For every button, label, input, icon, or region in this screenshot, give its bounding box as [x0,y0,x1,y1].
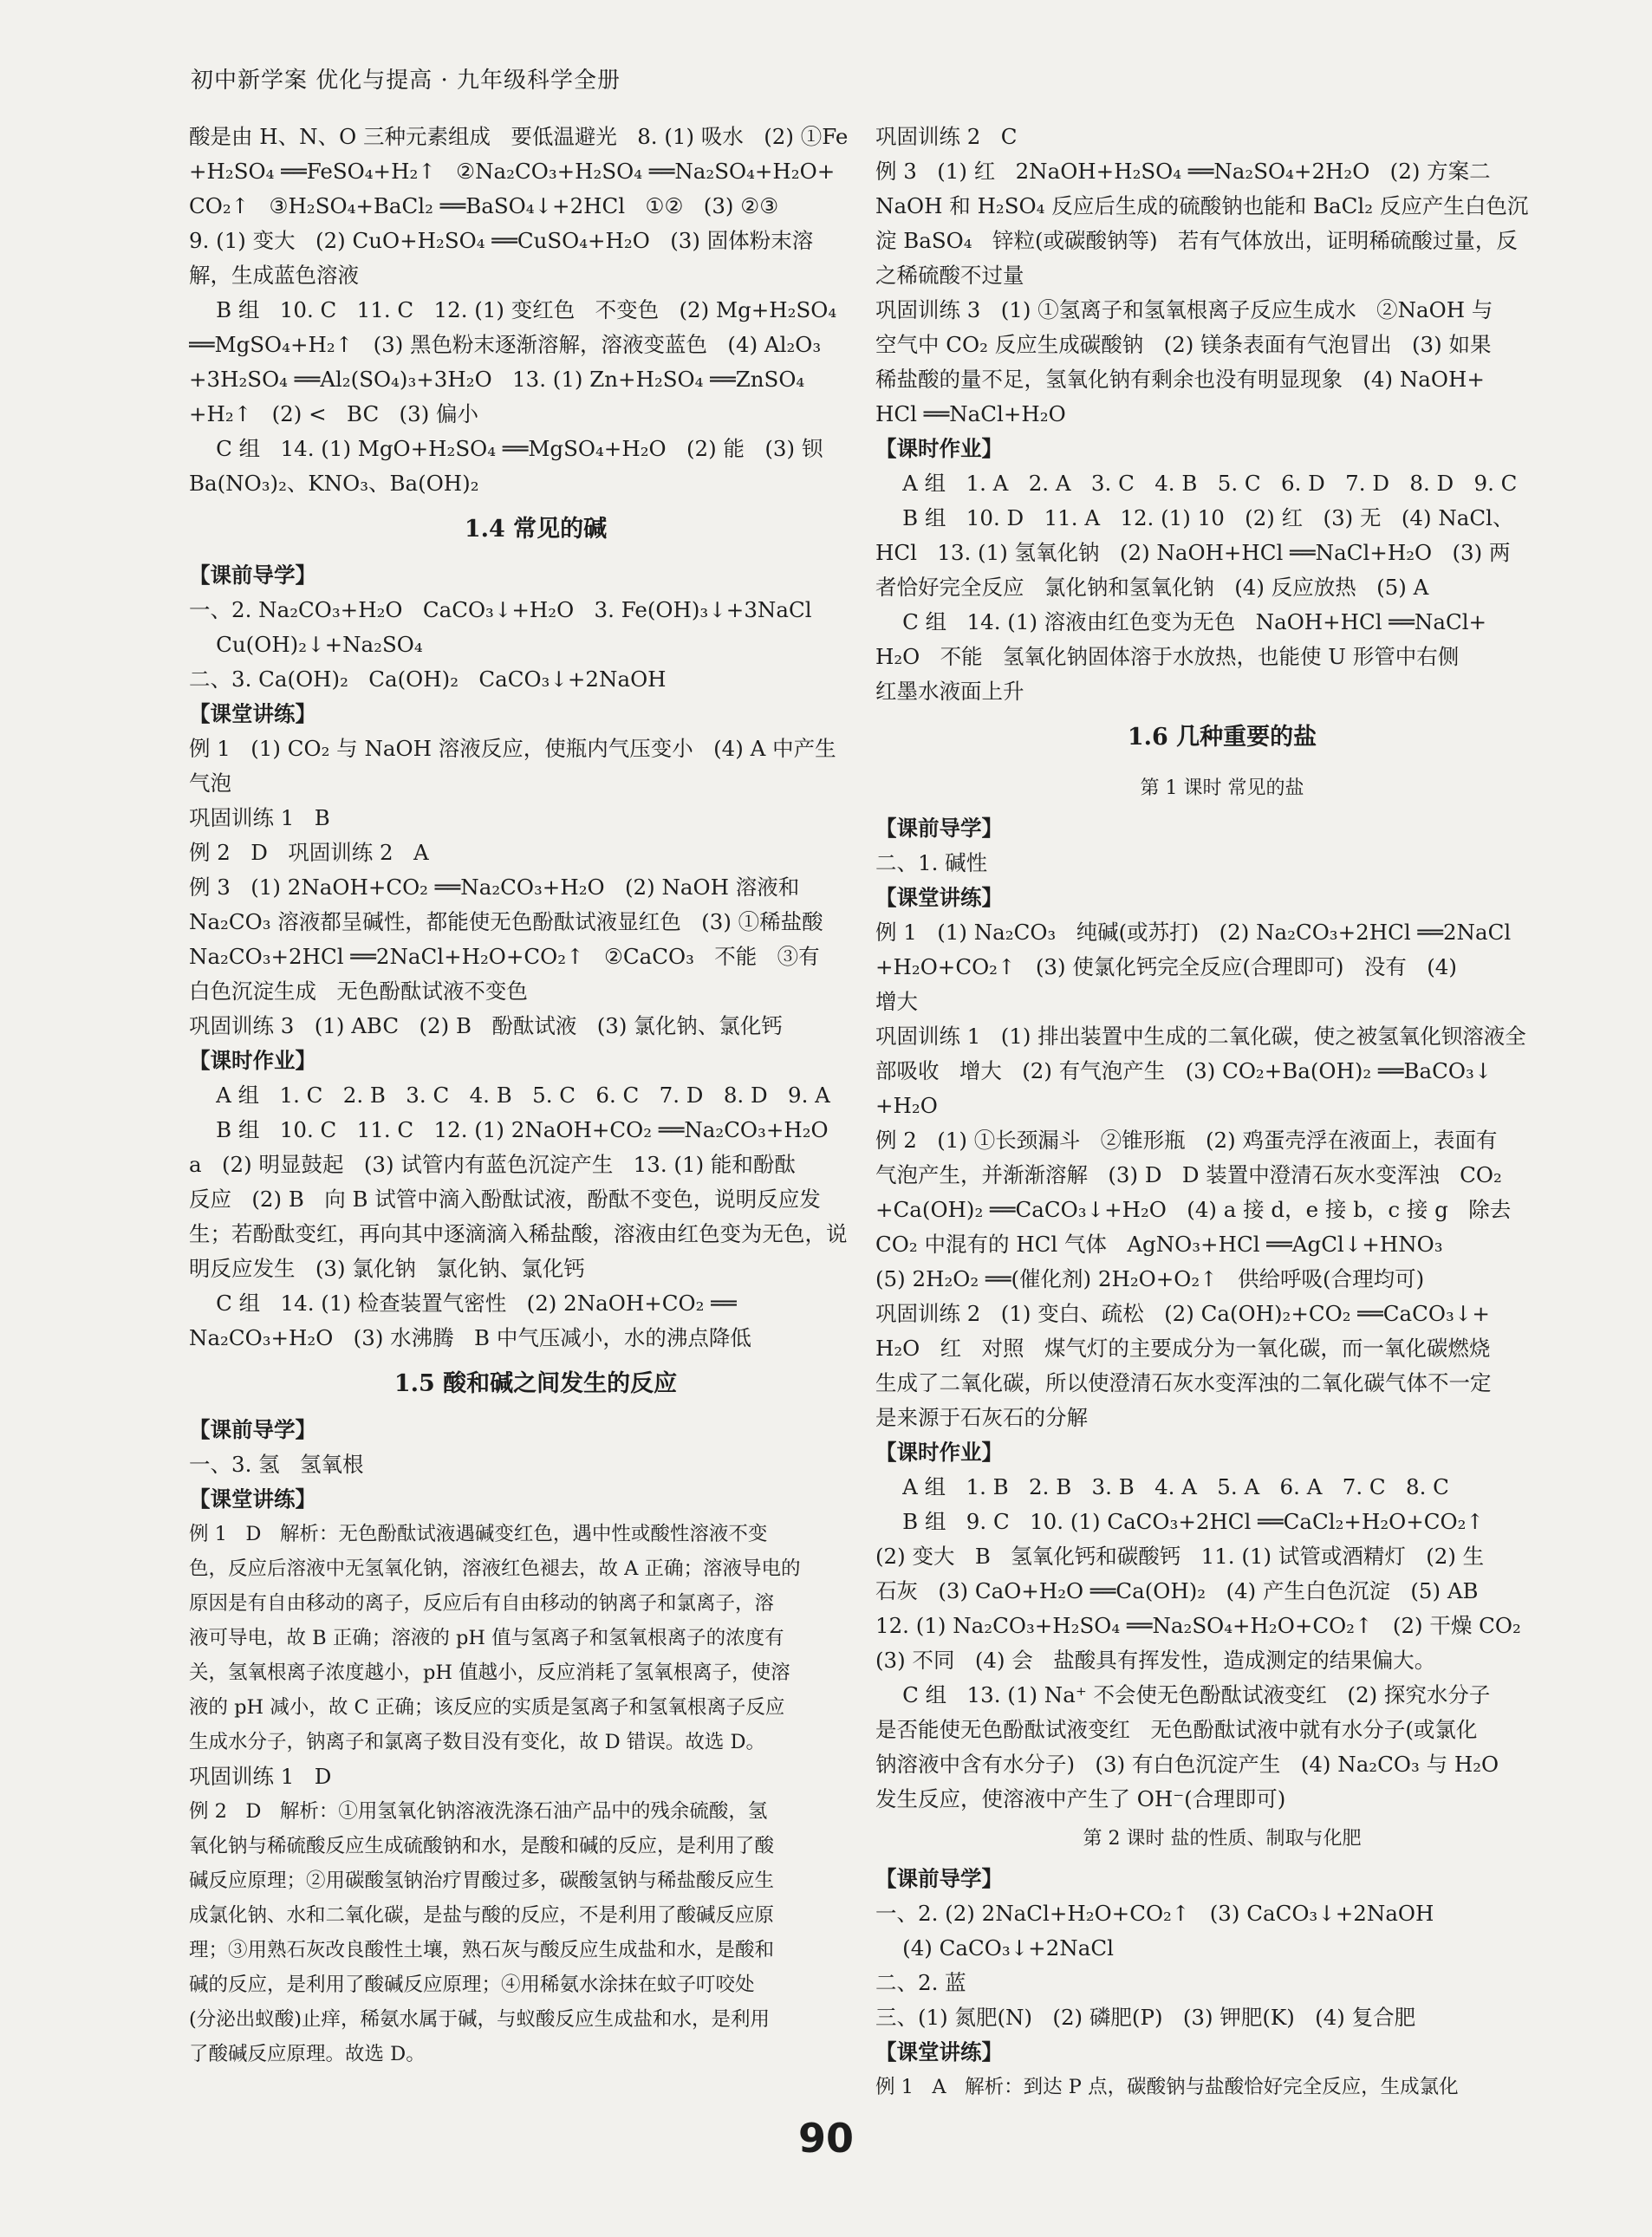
answer-line: Na₂CO₃+H₂O (3) 水沸腾 B 中气压减小，水的沸点降低 [189,1325,751,1350]
explanation-line: 碱的反应，是利用了酸碱反应原理；④用稀氨水涂抹在蚊子叮咬处 [189,1974,755,1996]
block-label: 【课时作业】 [189,1048,316,1073]
block-label: 【课时作业】 [875,436,1003,461]
running-header: 初中新学案 优化与提高 · 九年级科学全册 [191,68,621,94]
answer-line: a (2) 明显鼓起 (3) 试管内有蓝色沉淀产生 13. (1) 能和酚酞 [189,1152,796,1177]
answer-line: 二、2. 蓝 [875,1970,966,1995]
left-column [189,120,882,2071]
answer-line: 是来源于石灰石的分解 [875,1405,1088,1430]
answer-line: 例 3 (1) 2NaOH+CO₂ ══Na₂CO₃+H₂O (2) NaOH 溶液和 [189,875,800,900]
answer-line: +H₂O+CO₂↑ (3) 使氯化钙完全反应(合理即可) 没有 (4) [875,954,1457,979]
answer-line: CO₂↑ ③H₂SO₄+BaCl₂ ══BaSO₄↓+2HCl ①② (3) ②③ [189,193,779,218]
explanation-line: 生成水分子，钠离子和氯离子数目没有变化，故 D 错误。故选 D。 [189,1731,766,1753]
answer-line: 巩固训练 3 (1) ①氢离子和氢氧根离子反应生成水 ②NaOH 与 [875,297,1493,322]
answer-line: Na₂CO₃+2HCl ══2NaCl+H₂O+CO₂↑ ②CaCO₃ 不能 ③有 [189,944,820,969]
answer-line: 酸是由 H、N、O 三种元素组成 要低温避光 8. (1) 吸水 (2) ①Fe [189,124,849,149]
explanation-line: 了酸碱反应原理。故选 D。 [189,2043,426,2065]
answer-line: (2) 变大 B 氢氧化钙和碳酸钙 11. (1) 试管或酒精灯 (2) 生 [875,1544,1485,1569]
answer-line: 生；若酚酞变红，再向其中逐滴滴入稀盐酸，溶液由红色变为无色，说 [189,1221,848,1246]
explanation-line: 液的 pH 减小，故 C 正确；该反应的实质是氢离子和氢氧根离子反应 [189,1696,785,1719]
explanation-line: 例 1 D 解析：无色酚酞试液遇碱变红色，遇中性或酸性溶液不变 [189,1523,768,1545]
block-label: 【课前导学】 [189,563,316,588]
explanation-line: 碱反应原理；②用碳酸氢钠治疗胃酸过多，碳酸氢钠与稀盐酸反应生 [189,1870,775,1892]
section-heading: 1.5 酸和碱之间发生的反应 [393,1370,678,1397]
answer-line: 红墨水液面上升 [875,679,1024,704]
answer-line: 部吸收 增大 (2) 有气泡产生 (3) CO₂+Ba(OH)₂ ══BaCO₃↓ [875,1058,1493,1083]
explanation-line: 液可导电，故 B 正确；溶液的 pH 值与氢离子和氢氧根离子的浓度有 [189,1627,784,1649]
explanation-line: 例 1 A 解析：到达 P 点，碳酸钠与盐酸恰好完全反应，生成氯化 [875,2076,1459,2098]
answer-line: 反应 (2) B 向 B 试管中滴入酚酞试液，酚酞不变色，说明反应发 [189,1187,821,1212]
answer-line: 明反应发生 (3) 氯化钠 氯化钠、氯化钙 [189,1256,585,1281]
block-label: 【课时作业】 [875,1440,1003,1465]
answer-line: +H₂↑ (2) < BC (3) 偏小 [189,401,479,426]
answer-line: C 组 14. (1) 检查装置气密性 (2) 2NaOH+CO₂ ══ [189,1291,737,1316]
answer-line: 巩固训练 3 (1) ABC (2) B 酚酞试液 (3) 氯化钠、氯化钙 [189,1013,783,1038]
block-label: 【课前导学】 [875,816,1003,841]
answer-line: (5) 2H₂O₂ ══(催化剂) 2H₂O+O₂↑ 供给呼吸(合理均可) [875,1266,1425,1291]
answer-line: 发生反应，使溶液中产生了 OH⁻(合理即可) [875,1786,1286,1811]
answer-line: 巩固训练 1 D [189,1764,332,1789]
answer-line: H₂O 不能 氢氧化钠固体溶于水放热，也能使 U 形管中右侧 [875,644,1460,669]
answer-line: ══MgSO₄+H₂↑ (3) 黑色粉末逐渐溶解，溶液变蓝色 (4) Al₂O₃ [189,332,822,357]
answer-line: 空气中 CO₂ 反应生成碳酸钠 (2) 镁条表面有气泡冒出 (3) 如果 [875,332,1492,357]
answer-line: 解，生成蓝色溶液 [189,263,359,288]
answer-line: B 组 10. C 11. C 12. (1) 变红色 不变色 (2) Mg+H₂SO₄ [189,297,837,322]
answer-line: 巩固训练 2 (1) 变白、疏松 (2) Ca(OH)₂+CO₂ ══CaCO₃↓+ [875,1301,1490,1326]
section-heading: 1.4 常见的碱 [464,516,608,543]
explanation-line: 成氯化钠、水和二氧化碳，是盐与酸的反应，不是利用了酸碱反应原 [189,1904,775,1927]
answer-line: C 组 14. (1) 溶液由红色变为无色 NaOH+HCl ══NaCl+ [875,609,1487,634]
answer-line: 一、3. 氢 氢氧根 [189,1452,364,1477]
answer-line: B 组 9. C 10. (1) CaCO₃+2HCl ══CaCl₂+H₂O+CO₂↑ [875,1509,1484,1534]
answer-line: Cu(OH)₂↓+Na₂SO₄ [189,632,423,657]
answer-line: +H₂SO₄ ══FeSO₄+H₂↑ ②Na₂CO₃+H₂SO₄ ══Na₂SO₄+H₂O+ [189,159,836,184]
lesson-subheading: 第 2 课时 盐的性质、制取与化肥 [1083,1828,1362,1850]
block-label: 【课前导学】 [875,1866,1003,1891]
answer-line: 巩固训练 1 B [189,805,330,830]
explanation-line: 例 2 D 解析：①用氢氧化钠溶液洗涤石油产品中的残余硫酸，氢 [189,1800,768,1823]
lesson-subheading: 第 1 课时 常见的盐 [1140,777,1304,799]
answer-line: 增大 [875,989,918,1014]
answer-line: 例 2 D 巩固训练 2 A [189,840,429,865]
answer-line: 例 2 (1) ①长颈漏斗 ②锥形瓶 (2) 鸡蛋壳浮在液面上，表面有 [875,1128,1498,1153]
answer-line: 三、(1) 氮肥(N) (2) 磷肥(P) (3) 钾肥(K) (4) 复合肥 [875,2005,1416,2030]
answer-line: Ba(NO₃)₂、KNO₃、Ba(OH)₂ [189,471,479,496]
answer-line: +Ca(OH)₂ ══CaCO₃↓+H₂O (4) a 接 d，e 接 b，c 接 g 除去 [875,1197,1512,1222]
answer-line: 稀盐酸的量不足，氢氧化钠有剩余也没有明显现象 (4) NaOH+ [875,367,1485,392]
answer-line: 白色沉淀生成 无色酚酞试液不变色 [189,979,528,1004]
answer-line: 一、2. Na₂CO₃+H₂O CaCO₃↓+H₂O 3. Fe(OH)₃↓+3NaCl [189,597,812,622]
answer-line: HCl ══NaCl+H₂O [875,401,1066,426]
answer-line: 是否能使无色酚酞试液变红 无色酚酞试液中就有水分子(或氯化 [875,1717,1478,1742]
answer-line: C 组 14. (1) MgO+H₂SO₄ ══MgSO₄+H₂O (2) 能 (3) 钡 [189,436,823,461]
answer-line: 巩固训练 2 C [875,124,1018,149]
explanation-line: 氧化钠与稀硫酸反应生成硫酸钠和水，是酸和碱的反应，是利用了酸 [189,1835,775,1857]
answer-line: 气泡产生，并渐渐溶解 (3) D D 装置中澄清石灰水变浑浊 CO₂ [875,1162,1502,1187]
answer-line: 12. (1) Na₂CO₃+H₂SO₄ ══Na₂SO₄+H₂O+CO₂↑ (2) 干燥 CO₂ [875,1613,1521,1638]
answer-line: 之稀硫酸不过量 [875,263,1024,288]
answer-line: B 组 10. C 11. C 12. (1) 2NaOH+CO₂ ══Na₂CO₃+H₂O [189,1117,829,1142]
answer-line: 者恰好完全反应 氯化钠和氢氧化钠 (4) 反应放热 (5) A [875,575,1429,600]
answer-line: 气泡 [189,771,231,796]
explanation-line: 色，反应后溶液中无氢氧化钠，溶液红色褪去，故 A 正确；溶液导电的 [189,1557,801,1580]
answer-line: 二、1. 碱性 [875,850,988,875]
answer-line: 巩固训练 1 (1) 排出装置中生成的二氧化碳，使之被氢氧化钡溶液全 [875,1024,1526,1049]
answer-line: A 组 1. C 2. B 3. C 4. B 5. C 6. C 7. D 8. D 9. A [189,1083,830,1108]
answer-line: 钠溶液中含有水分子) (3) 有白色沉淀产生 (4) Na₂CO₃ 与 H₂O [875,1752,1499,1777]
answer-line: A 组 1. A 2. A 3. C 4. B 5. C 6. D 7. D 8. D 9. C [875,471,1518,496]
answer-line: (4) CaCO₃↓+2NaCl [875,1935,1114,1961]
block-label: 【课堂讲练】 [189,701,316,726]
explanation-line: 关，氢氧根离子浓度越小，pH 值越小，反应消耗了氢氧根离子，使溶 [189,1661,790,1684]
section-heading: 1.6 几种重要的盐 [1127,724,1317,751]
answer-line: B 组 10. D 11. A 12. (1) 10 (2) 红 (3) 无 (4) NaCl、 [875,505,1514,530]
answer-line: 一、2. (2) 2NaCl+H₂O+CO₂↑ (3) CaCO₃↓+2NaOH [875,1901,1434,1926]
block-label: 【课前导学】 [189,1417,316,1442]
answer-line: (3) 不同 (4) 会 盐酸具有挥发性，造成测定的结果偏大。 [875,1648,1436,1673]
block-label: 【课堂讲练】 [189,1486,316,1512]
answer-line: 例 1 (1) CO₂ 与 NaOH 溶液反应，使瓶内气压变小 (4) A 中产生 [189,736,836,761]
explanation-line: 理；③用熟石灰改良酸性土壤，熟石灰与酸反应生成盐和水，是酸和 [189,1939,775,1961]
page-number: 90 [797,2115,854,2162]
answer-line: HCl 13. (1) 氢氧化钠 (2) NaOH+HCl ══NaCl+H₂O (3) 两 [875,540,1511,565]
answer-line: H₂O 红 对照 煤气灯的主要成分为一氧化碳，而一氧化碳燃烧 [875,1336,1491,1361]
explanation-line: 原因是有自由移动的离子，反应后有自由移动的钠离子和氯离子，溶 [189,1592,775,1615]
block-label: 【课堂讲练】 [875,885,1003,910]
answer-line: 例 3 (1) 红 2NaOH+H₂SO₄ ══Na₂SO₄+2H₂O (2) 方案二 [875,159,1491,184]
answer-line: +3H₂SO₄ ══Al₂(SO₄)₃+3H₂O 13. (1) Zn+H₂SO₄ ══ZnSO₄ [189,367,805,392]
answer-line: A 组 1. B 2. B 3. B 4. A 5. A 6. A 7. C 8. C [875,1474,1449,1499]
answer-line: +H₂O [875,1093,938,1118]
answer-line: 淀 BaSO₄ 锌粒(或碳酸钠等) 若有气体放出，证明稀硫酸过量，反 [875,228,1518,253]
answer-line: 石灰 (3) CaO+H₂O ══Ca(OH)₂ (4) 产生白色沉淀 (5) AB [875,1578,1479,1603]
block-label: 【课堂讲练】 [875,2039,1003,2065]
answer-line: CO₂ 中混有的 HCl 气体 AgNO₃+HCl ══AgCl↓+HNO₃ [875,1232,1443,1257]
answer-line: Na₂CO₃ 溶液都呈碱性，都能使无色酚酞试液显红色 (3) ①稀盐酸 [189,909,823,934]
answer-line: 生成了二氧化碳，所以使澄清石灰水变浑浊的二氧化碳气体不一定 [875,1370,1492,1395]
answer-line: 9. (1) 变大 (2) CuO+H₂SO₄ ══CuSO₄+H₂O (3) 固体粉末溶 [189,228,814,253]
answer-line: 二、3. Ca(OH)₂ Ca(OH)₂ CaCO₃↓+2NaOH [189,667,667,692]
answer-line: C 组 13. (1) Na⁺ 不会使无色酚酞试液变红 (2) 探究水分子 [875,1682,1491,1707]
explanation-line: (分泌出蚁酸)止痒，稀氨水属于碱，与蚁酸反应生成盐和水，是利用 [189,2008,771,2031]
answer-line: 例 1 (1) Na₂CO₃ 纯碱(或苏打) (2) Na₂CO₃+2HCl ══2NaCl [875,920,1512,945]
right-column [875,120,1569,2104]
answer-line: NaOH 和 H₂SO₄ 反应后生成的硫酸钠也能和 BaCl₂ 反应产生白色沉 [875,193,1529,218]
